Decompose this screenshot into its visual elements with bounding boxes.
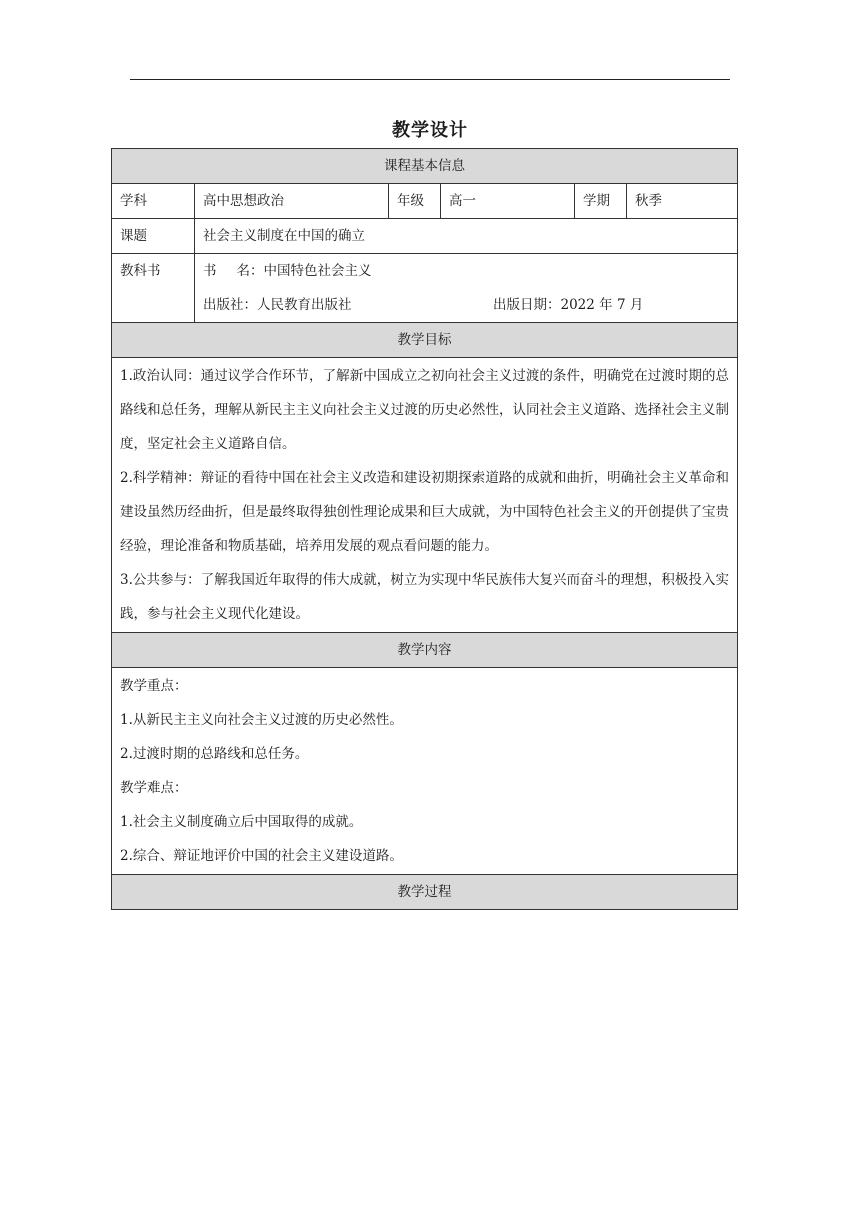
grade-label: 年级 <box>389 184 441 219</box>
publication-date <box>493 288 643 322</box>
key-point-item: 1.从新民主主义向社会主义过渡的历史必然性。 <box>120 712 403 728</box>
section-basic-info <box>112 149 738 184</box>
section-title: 教学过程 <box>112 875 738 910</box>
topic-value: 社会主义制度在中国的确立 <box>195 219 738 254</box>
publisher-value: 人民教育出版社 <box>257 297 352 313</box>
difficult-point-item: 2.综合、辩证地评价中国的社会主义建设道路。 <box>120 848 403 864</box>
objectives-body <box>112 358 738 633</box>
term-label: 学期 <box>575 184 627 219</box>
topic-row <box>112 219 738 254</box>
book-name-value: 中国特色社会主义 <box>263 263 372 279</box>
section-objectives <box>112 323 738 358</box>
key-point-item: 2.过渡时期的总路线和总任务。 <box>120 746 309 762</box>
textbook-row <box>112 254 738 323</box>
difficult-points-label: 教学难点： <box>120 780 188 796</box>
key-points-label: 教学重点： <box>120 678 188 694</box>
subject-row <box>112 184 738 219</box>
subject-label: 学科 <box>112 184 195 219</box>
section-title: 课程基本信息 <box>112 149 738 184</box>
topic-label: 课题 <box>112 219 195 254</box>
publisher-label: 出版社： <box>203 297 257 313</box>
book-name-line <box>203 254 729 288</box>
pub-date-label: 出版日期： <box>493 297 561 313</box>
section-content <box>112 633 738 668</box>
section-title: 教学内容 <box>112 633 738 668</box>
subject-value: 高中思想政治 <box>195 184 389 219</box>
book-name-label: 书 <box>203 263 217 279</box>
content-body <box>112 668 738 875</box>
objectives-row <box>112 358 738 633</box>
objective-item: 1.政治认同：通过议学合作环节，了解新中国成立之初向社会主义过渡的条件，明确党在过渡时期的总路线和总任务，理解从新民主主义向社会主义过渡的历史必然性，认同社会主义道路、选择社会主义制度，坚定社会主义道路自信。 <box>120 368 730 452</box>
objective-item: 3.公共参与：了解我国近年取得的伟大成就，树立为实现中华民族伟大复兴而奋斗的理想，积极投入实践，参与社会主义现代化建设。 <box>120 572 730 622</box>
term-value: 秋季 <box>627 184 738 219</box>
content-row <box>112 668 738 875</box>
publisher-line <box>203 288 729 322</box>
section-title: 教学目标 <box>112 323 738 358</box>
grade-value: 高一 <box>441 184 575 219</box>
lesson-plan-table <box>111 148 738 910</box>
book-name-label2: 名： <box>236 263 264 279</box>
objective-item: 2.科学精神：辩证的看待中国在社会主义改造和建设初期探索道路的成就和曲折，明确社会主义革命和建设虽然历经曲折，但是最终取得独创性理论成果和巨大成就，为中国特色社会主义的开创提供了宝贵经验，理论准备和物质基础，培养用发展的观点看问题的能力。 <box>120 470 730 554</box>
textbook-label: 教科书 <box>112 254 195 323</box>
textbook-details <box>195 254 738 323</box>
section-process <box>112 875 738 910</box>
difficult-point-item: 1.社会主义制度确立后中国取得的成就。 <box>120 814 363 830</box>
header-rule <box>130 79 730 80</box>
pub-date-value: 2022 年 7 月 <box>560 297 644 313</box>
document-title: 教学设计 <box>392 120 468 141</box>
